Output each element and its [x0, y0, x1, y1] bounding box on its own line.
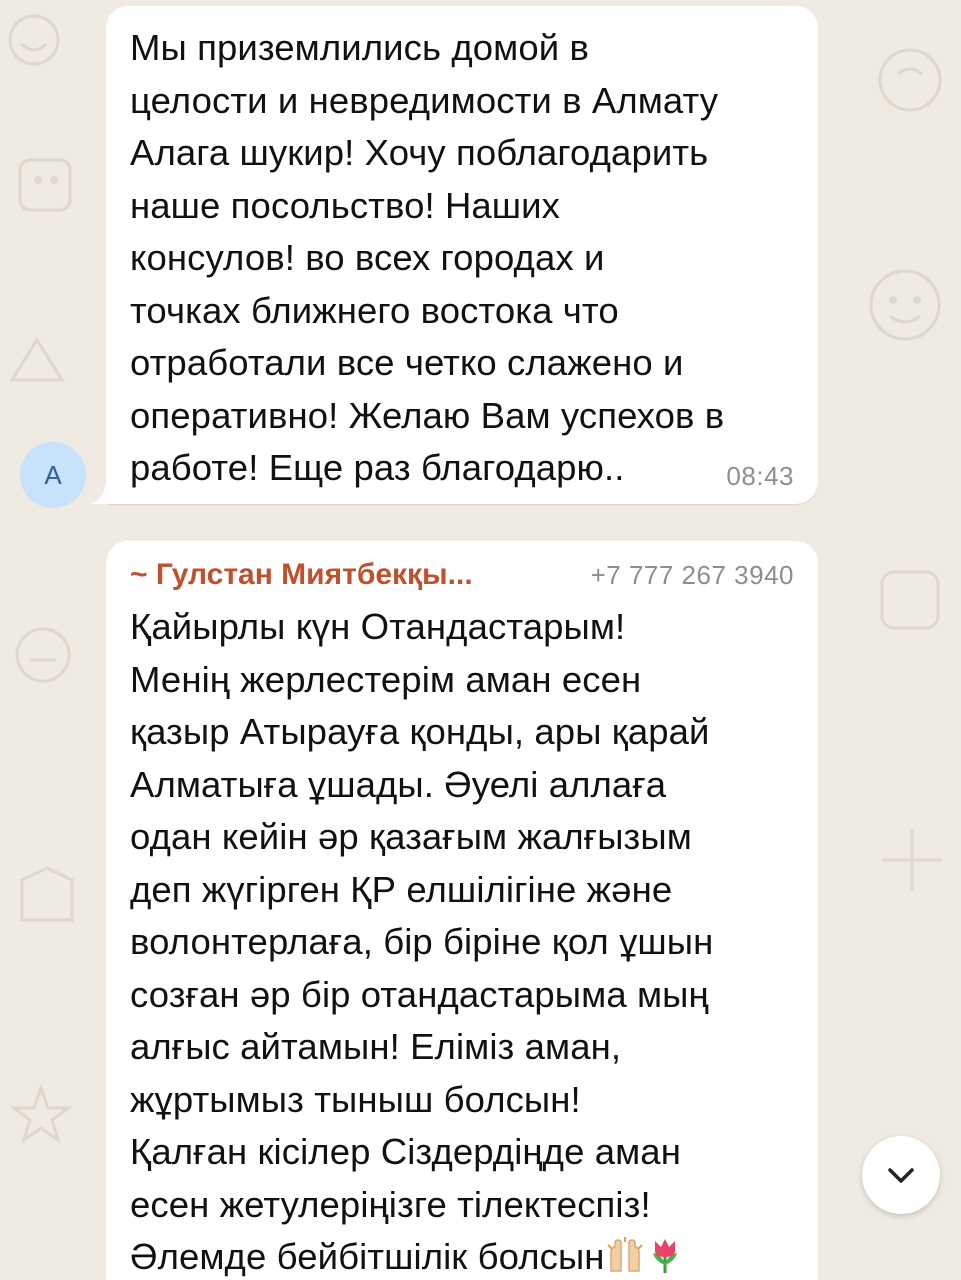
- wallpaper-doodle-icon: [870, 40, 950, 120]
- message-text: Мы приземлились домой в целости и невредимости в Алмату Алага шукир! Хочу поблагодарить наше посольство! Наших консулов! во всех городах и точках ближнего востока что отработали все четко слажено и оперативно! Желаю Вам успехов в работе! Еще раз благодарю..: [130, 27, 725, 488]
- wallpaper-doodle-icon: [8, 620, 78, 690]
- scroll-down-button[interactable]: [862, 1136, 940, 1214]
- message-bubble[interactable]: [106, 541, 818, 1280]
- avatar[interactable]: A: [20, 442, 86, 508]
- sender-name[interactable]: ~ Гулстан Миятбекқы...: [130, 558, 473, 591]
- sender-phone[interactable]: +7 777 267 3940: [590, 559, 794, 590]
- wallpaper-doodle-icon: [870, 560, 950, 640]
- wallpaper-doodle-icon: [10, 150, 80, 220]
- message-bubble[interactable]: [106, 6, 818, 504]
- message-body: Қайырлы күн Отандастарым! Менің жерлестерім аман есен қазыр Атырауға қонды, ары қарай Алматыға ұшады. Әуелі аллаға одан кейін әр қазағым жалғызым деп жүгірген ҚР елшілігіне және волонтерлаға, бір біріне қол ұшын созған әр бір отандастарыма мың алғыс айтамын! Еліміз аман, жұртымыз тыныш болсын! Қалған кісілер Сіздердіңде аман есен жетулеріңізге тілектеспіз! Әлемде бейбітшілік болсын: [130, 606, 714, 1277]
- tulip-icon: [645, 1235, 685, 1275]
- wallpaper-doodle-icon: [872, 820, 952, 900]
- wallpaper-doodle-icon: [4, 10, 64, 70]
- chevron-down-icon: [884, 1158, 918, 1192]
- raised-hands-icon: [605, 1235, 645, 1275]
- wallpaper-doodle-icon: [6, 1080, 76, 1150]
- message-text: [130, 601, 796, 1280]
- message-time: 08:43: [726, 461, 794, 491]
- message-header: [130, 555, 794, 595]
- wallpaper-doodle-icon: [860, 260, 950, 350]
- bubble-tail-icon: [90, 482, 112, 504]
- wallpaper-doodle-icon: [12, 860, 82, 930]
- wallpaper-doodle-icon: [2, 330, 72, 400]
